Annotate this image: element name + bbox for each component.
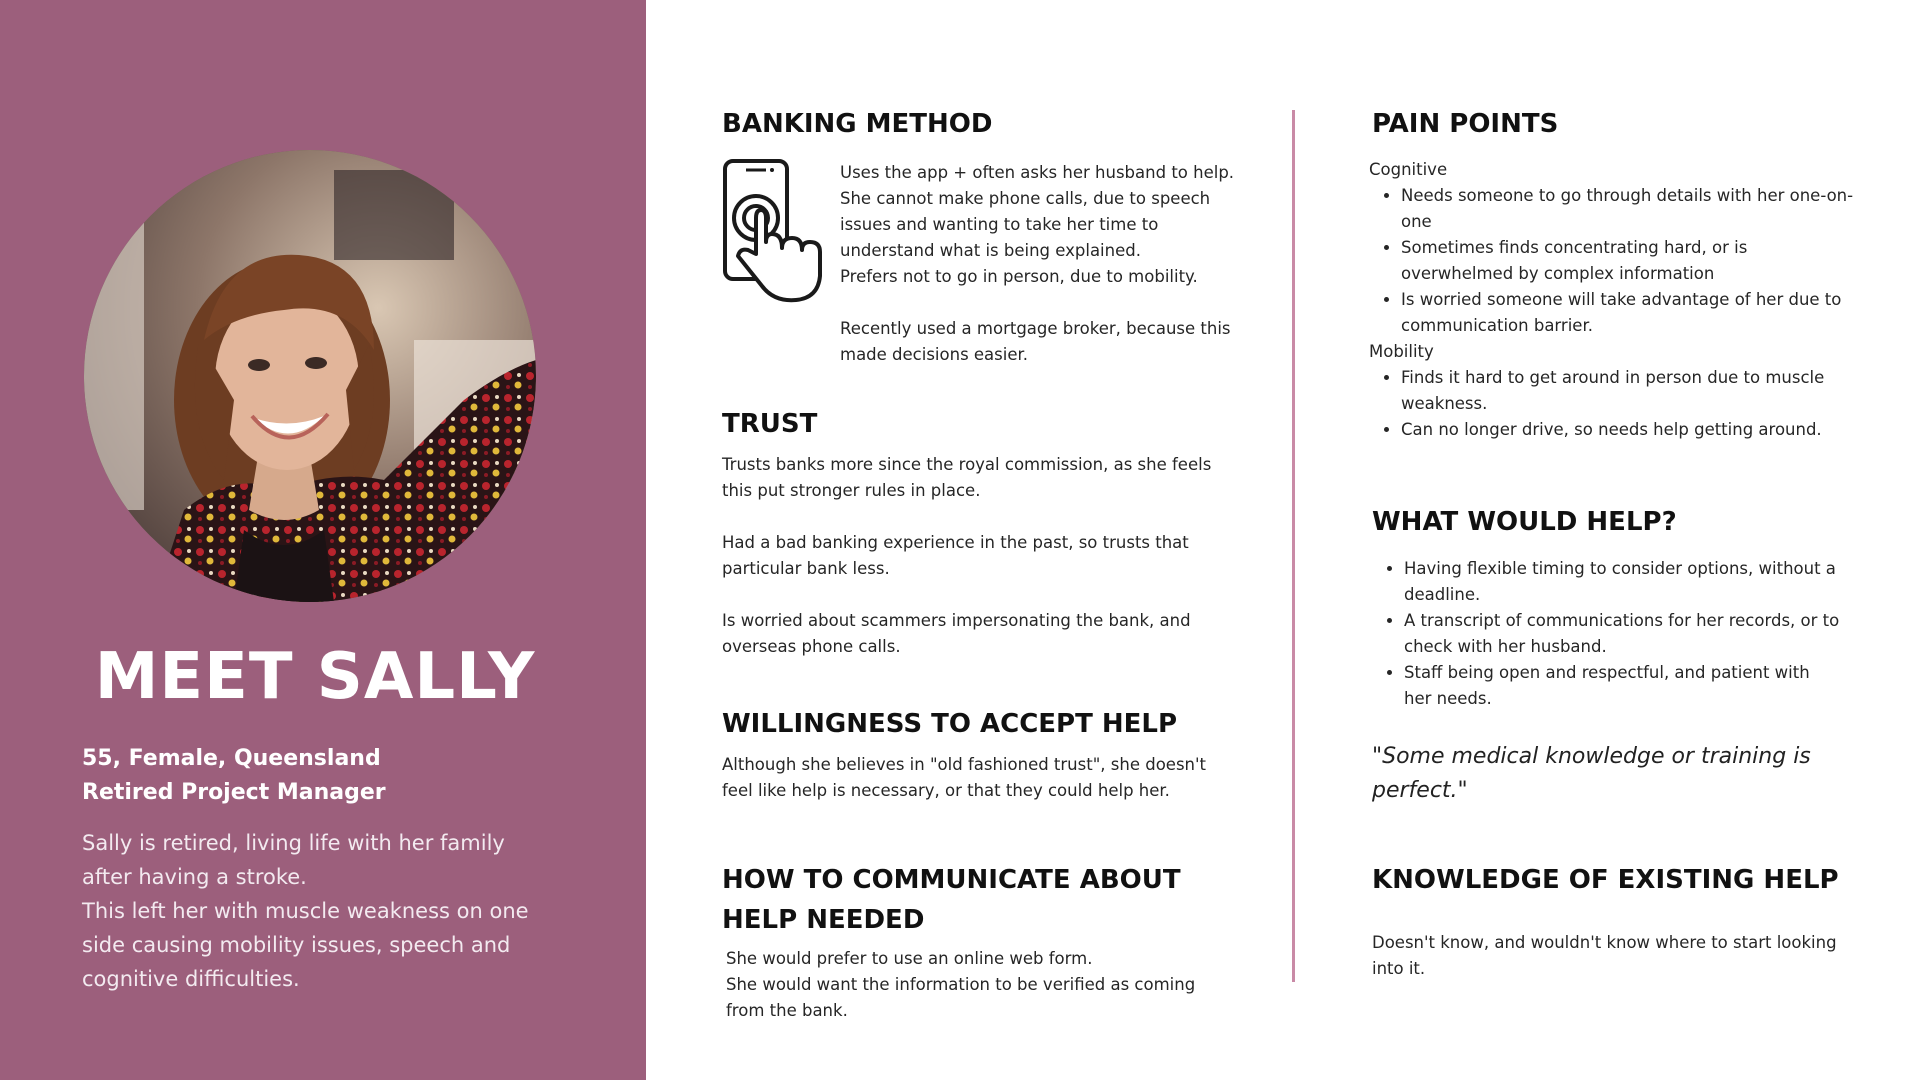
text-line: Prefers not to go in person, due to mobility. [840, 267, 1198, 286]
mobility-list [1369, 365, 1859, 443]
text-line: feel like help is necessary, or that they could help her. [722, 781, 1170, 800]
category-label: Mobility [1369, 342, 1434, 361]
list-item: • Sometimes finds concentrating hard, or is overwhelmed by complex information [1401, 235, 1859, 287]
text-line: Doesn't know, and wouldn't know where to start looking [1372, 933, 1837, 952]
pain-points-heading: PAIN POINTS [1372, 109, 1559, 139]
list-item: • Is worried someone will take advantage of her due to communication barrier. [1401, 287, 1859, 339]
bio-line: side causing mobility issues, speech and [82, 933, 511, 957]
help-list [1372, 556, 1842, 712]
profile-summary [82, 742, 386, 810]
category-label: Cognitive [1369, 160, 1448, 179]
list-item: • Finds it hard to get around in person due to muscle weakness. [1401, 365, 1859, 417]
text-line: Trusts banks more since the royal commission, as she feels [722, 455, 1212, 474]
page-title: MEET SALLY [94, 640, 536, 714]
text-line: Is worried about scammers impersonating the bank, and [722, 611, 1191, 630]
trust-text [722, 452, 1242, 660]
knowledge-heading: KNOWLEDGE OF EXISTING HELP [1372, 865, 1839, 895]
text-line: Uses the app + often asks her husband to help. [840, 163, 1235, 182]
list-item: • Having flexible timing to consider options, without a deadline. [1404, 556, 1842, 608]
heading-line: HOW TO COMMUNICATE ABOUT [722, 865, 1181, 895]
willingness-text [722, 752, 1242, 804]
text-line: Had a bad banking experience in the past, so trusts that [722, 533, 1189, 552]
communicate-heading [722, 860, 1181, 940]
cognitive-list [1369, 183, 1859, 339]
text-line: made decisions easier. [840, 345, 1029, 364]
text-line: Although she believes in "old fashioned trust", she doesn't [722, 755, 1207, 774]
what-would-help-text [1372, 556, 1842, 712]
banking-method-text [840, 160, 1240, 368]
text-line: understand what is being explained. [840, 241, 1141, 260]
bio-line: cognitive difficulties. [82, 967, 300, 991]
list-item: • Can no longer drive, so needs help getting around. [1401, 417, 1859, 443]
what-would-help-heading: WHAT WOULD HELP? [1372, 507, 1677, 537]
text-line: this put stronger rules in place. [722, 481, 981, 500]
banking-method-heading: BANKING METHOD [722, 109, 993, 139]
column-divider [1292, 110, 1295, 982]
quote: "Some medical knowledge or training is perfect." [1372, 744, 1811, 803]
text-line: She would want the information to be verified as coming [726, 975, 1196, 994]
text-line: from the bank. [726, 1001, 848, 1020]
profile-photo [84, 150, 536, 602]
list-item: • A transcript of communications for her records, or to check with her husband. [1404, 608, 1842, 660]
text-line: particular bank less. [722, 559, 890, 578]
text-line: overseas phone calls. [722, 637, 901, 656]
trust-heading: TRUST [722, 409, 818, 439]
text-line: into it. [1372, 959, 1426, 978]
phone-touch-icon [722, 158, 826, 304]
pain-points-text [1369, 157, 1859, 443]
occupation: Retired Project Manager [82, 780, 386, 805]
communicate-text [726, 946, 1246, 1024]
knowledge-text [1372, 930, 1862, 982]
text-line: She cannot make phone calls, due to speech [840, 189, 1211, 208]
profile-panel [0, 0, 646, 1080]
bio-line: This left her with muscle weakness on one [82, 899, 529, 923]
bio [82, 826, 562, 996]
willingness-heading: WILLINGNESS TO ACCEPT HELP [722, 709, 1178, 739]
list-item: • Needs someone to go through details with her one-on-one [1401, 183, 1859, 235]
demographics: 55, Female, Queensland [82, 746, 381, 771]
text-line: Recently used a mortgage broker, because this [840, 319, 1231, 338]
text-line: She would prefer to use an online web form. [726, 949, 1093, 968]
bio-line: after having a stroke. [82, 865, 307, 889]
heading-line: HELP NEEDED [722, 905, 925, 935]
list-item: • Staff being open and respectful, and patient with her needs. [1404, 660, 1842, 712]
bio-line: Sally is retired, living life with her family [82, 831, 505, 855]
text-line: issues and wanting to take her time to [840, 215, 1159, 234]
